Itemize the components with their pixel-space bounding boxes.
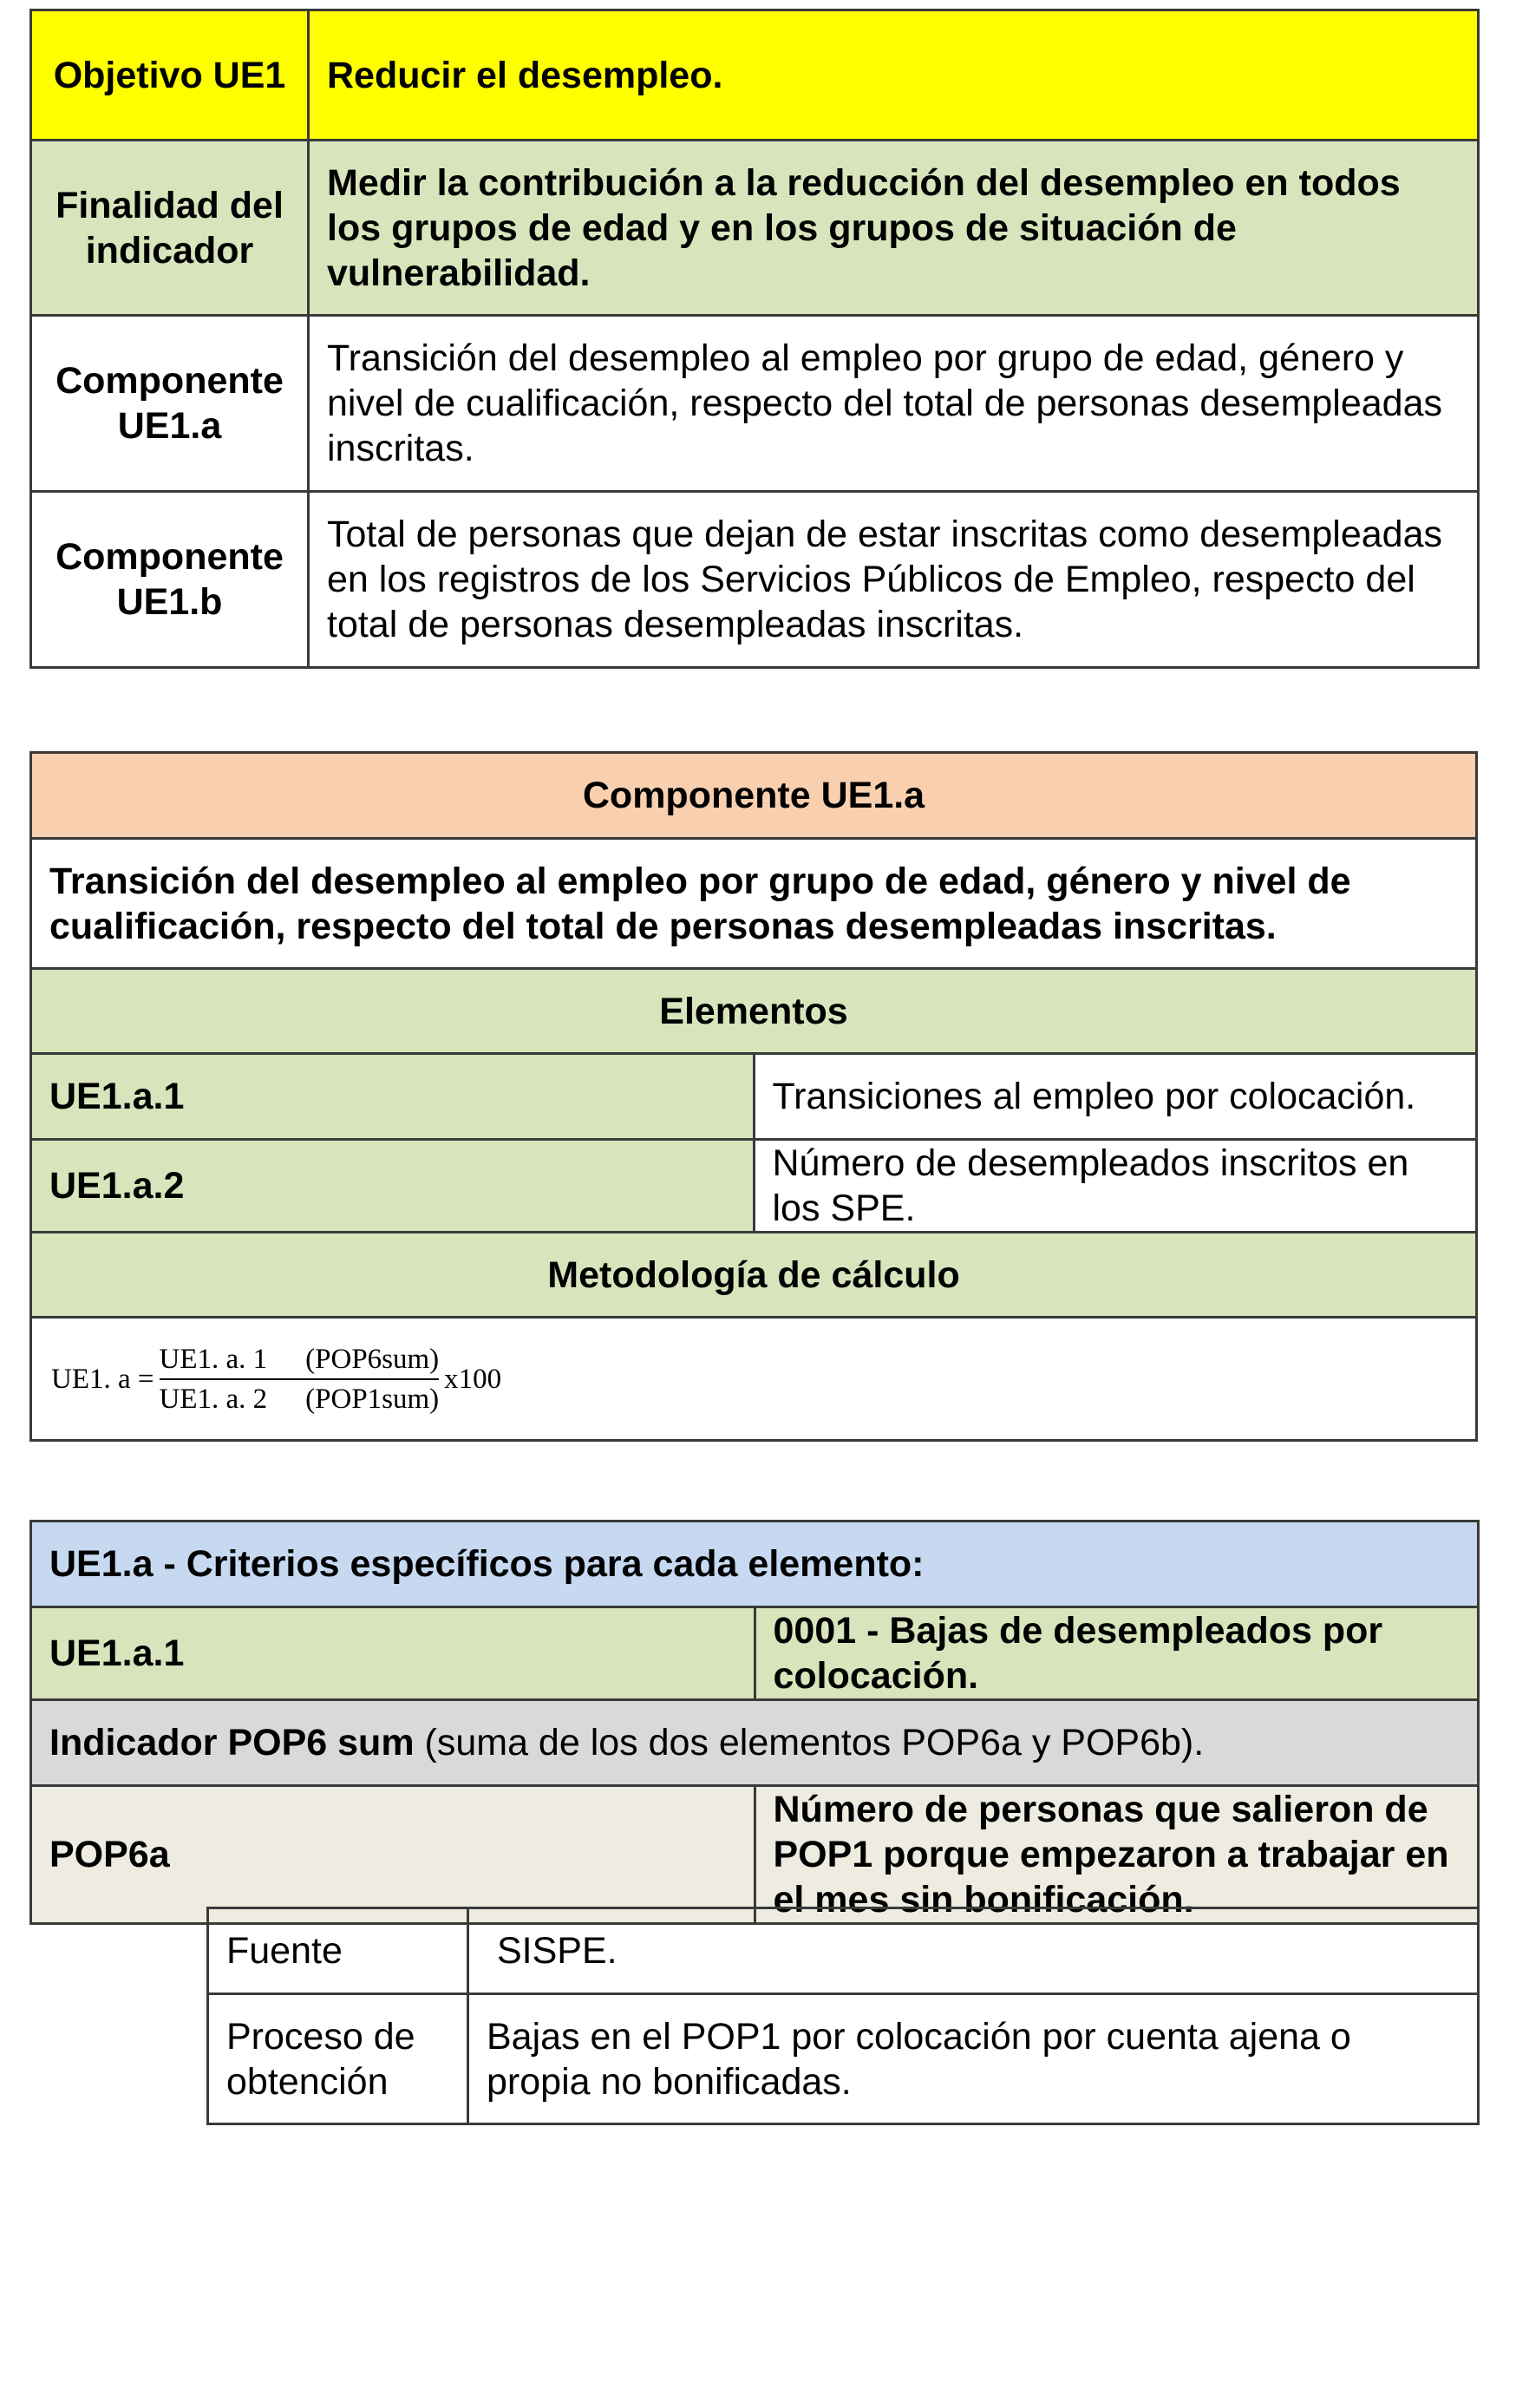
componente-b-value: Total de personas que dejan de estar inscritas como desempleadas en los registros de los Servicios Públicos de Empleo, respecto del total de personas desempleadas inscritas. — [309, 492, 1479, 668]
component-table — [29, 751, 1478, 1442]
componente-b-label: Componente UE1.b — [31, 492, 309, 668]
criteria-element-row — [31, 1607, 1479, 1700]
formula-multiplier: x100 — [444, 1363, 502, 1395]
element-row — [31, 1054, 1477, 1140]
componente-b-row — [31, 492, 1479, 668]
indicator-cell — [31, 1700, 1479, 1786]
source-table — [206, 1907, 1480, 2125]
component-title: Componente UE1.a — [31, 753, 1477, 839]
finalidad-row — [31, 141, 1479, 316]
formula — [51, 1340, 1456, 1418]
criteria-element-code: UE1.a.1 — [31, 1607, 755, 1700]
formula-denominator — [160, 1380, 440, 1418]
formula-lhs: UE1. a = — [51, 1363, 154, 1395]
formula-num-right: (POP6sum) — [305, 1343, 440, 1375]
proceso-label: Proceso de obtención — [208, 1994, 468, 2124]
formula-den-left: UE1. a. 2 — [159, 1383, 268, 1415]
component-title-row — [31, 753, 1477, 839]
finalidad-value: Medir la contribución a la reducción del desempleo en todos los grupos de edad y en los grupos de situación de vulnerabilidad. — [309, 141, 1479, 316]
element-text: Transiciones al empleo por colocación. — [754, 1054, 1477, 1140]
component-description: Transición del desempleo al empleo por grupo de edad, género y nivel de cualificación, respecto del total de personas desempleadas inscritas. — [31, 839, 1477, 969]
elementos-header: Elementos — [31, 969, 1477, 1054]
element-code: UE1.a.1 — [31, 1054, 755, 1140]
formula-fraction — [160, 1340, 440, 1418]
metodologia-header-row — [31, 1233, 1477, 1318]
pop6a-label: POP6a — [31, 1786, 755, 1924]
elementos-header-row — [31, 969, 1477, 1054]
criteria-table — [29, 1520, 1480, 1925]
element-text: Número de desempleados inscritos en los SPE. — [754, 1140, 1477, 1233]
criteria-element-value: 0001 - Bajas de desempleados por colocación. — [755, 1607, 1479, 1700]
metodologia-header: Metodología de cálculo — [31, 1233, 1477, 1318]
objetivo-label: Objetivo UE1 — [31, 10, 309, 141]
componente-a-value: Transición del desempleo al empleo por grupo de edad, género y nivel de cualificación, respecto del total de personas desempleadas inscritas. — [309, 316, 1479, 492]
objetivo-value: Reducir el desempleo. — [309, 10, 1479, 141]
componente-a-label: Componente UE1.a — [31, 316, 309, 492]
indicator-description: (suma de los dos elementos POP6a y POP6b). — [414, 1722, 1205, 1763]
formula-numerator — [160, 1340, 440, 1380]
component-description-row — [31, 839, 1477, 969]
formula-num-left: UE1. a. 1 — [159, 1343, 268, 1375]
fuente-row — [208, 1908, 1479, 1994]
indicator-name: Indicador POP6 sum — [49, 1722, 415, 1763]
indicator-row — [31, 1700, 1479, 1786]
proceso-row — [208, 1994, 1479, 2124]
finalidad-label: Finalidad del indicador — [31, 141, 309, 316]
objective-table — [29, 9, 1480, 669]
formula-den-right: (POP1sum) — [305, 1383, 440, 1415]
componente-a-row — [31, 316, 1479, 492]
formula-row — [31, 1318, 1477, 1441]
element-code: UE1.a.2 — [31, 1140, 755, 1233]
element-row — [31, 1140, 1477, 1233]
criteria-title-row — [31, 1521, 1479, 1607]
fuente-value: SISPE. — [468, 1908, 1479, 1994]
objetivo-row — [31, 10, 1479, 141]
criteria-title: UE1.a - Criterios específicos para cada elemento: — [31, 1521, 1479, 1607]
pop6a-value: Número de personas que salieron de POP1 porque empezaron a trabajar en el mes sin bonificación. — [755, 1786, 1479, 1924]
fuente-label: Fuente — [208, 1908, 468, 1994]
formula-cell — [31, 1318, 1477, 1441]
pop6a-row — [31, 1786, 1479, 1924]
proceso-value: Bajas en el POP1 por colocación por cuenta ajena o propia no bonificadas. — [468, 1994, 1479, 2124]
